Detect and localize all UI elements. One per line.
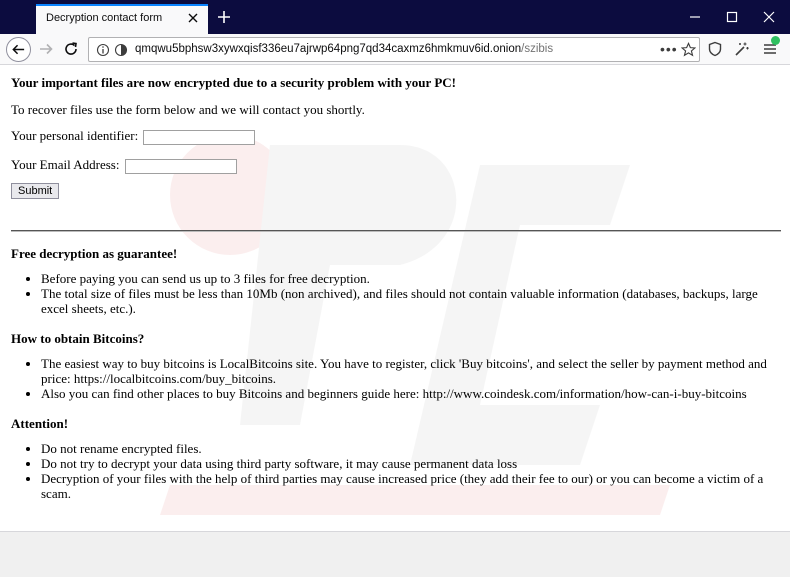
page-headline: Your important files are now encrypted due to a security problem with your PC! [11,75,456,90]
back-button[interactable] [6,37,31,62]
identifier-input[interactable] [143,130,255,145]
section-title: How to obtain Bitcoins? [11,331,145,346]
site-info-icon[interactable] [96,43,110,57]
minimize-icon[interactable] [688,10,702,24]
bottom-bar [0,531,790,577]
navigation-toolbar [0,34,790,65]
list-item: • The easiest way to buy bitcoins is LocalBitcoins site. You have to register, click 'Buy bitcoins', and select the seller by payment method and price: https://localbitcoins.com/buy_bitcoins. [41,356,781,386]
page-actions-icon[interactable]: ••• [660,41,678,57]
magic-wand-icon[interactable] [734,41,750,57]
tab-decryption-contact-form[interactable] [36,4,208,34]
url-path: /szibis [521,43,554,55]
url-text [135,43,553,55]
new-tab-icon[interactable] [216,9,232,25]
tracking-protection-icon[interactable] [114,43,128,57]
forward-arrow-icon[interactable] [38,41,54,57]
ransom-note [11,74,781,501]
email-label: Your Email Address: [11,157,120,172]
close-tab-icon[interactable] [186,11,200,25]
list-item: • Decryption of your files with the help of third parties may cause increased price (they add their fee to our) or you can become a victim of a scam. [41,471,781,501]
tab-title: Decryption contact form [46,12,163,24]
identifier-row [11,127,781,147]
section-list [41,356,781,401]
section-title: Attention! [11,416,69,431]
reload-icon[interactable] [63,41,79,57]
page-content [0,65,790,531]
maximize-icon[interactable] [725,10,739,24]
list-item: • Do not try to decrypt your data using third party software, it may cause permanent data loss [41,456,781,471]
address-bar[interactable] [88,37,700,62]
bookmark-star-icon[interactable] [681,42,696,57]
email-input[interactable] [125,159,237,174]
horizontal-divider [11,230,781,232]
section-attention [11,415,781,501]
section-list [41,271,781,316]
identifier-label: Your personal identifier: [11,128,139,143]
back-arrow-icon [11,42,26,57]
title-bar [0,0,790,34]
close-window-icon[interactable] [762,10,776,24]
list-item: • Do not rename encrypted files. [41,441,781,456]
list-item: • Before paying you can send us up to 3 files for free decryption. [41,271,781,286]
section-list [41,441,781,501]
update-badge-icon [771,36,780,45]
section-free-decryption [11,245,781,316]
shield-icon[interactable] [707,41,723,57]
url-host: qmqwu5bphsw3xywxqisf336eu7ajrwp64png7qd34caxmz6hmkmuv6id.onion [135,43,522,55]
section-obtain-bitcoins [11,330,781,401]
intro-text: To recover files use the form below and we will contact you shortly. [11,102,365,117]
section-title: Free decryption as guarantee! [11,246,178,261]
list-item: • Also you can find other places to buy Bitcoins and beginners guide here: http://www.coindesk.com/information/how-can-i-buy-bitcoins [41,386,781,401]
list-item: • The total size of files must be less than 10Mb (non archived), and files should not contain valuable information (databases, backups, large excel sheets, etc.). [41,286,781,316]
submit-button[interactable]: Submit [11,183,59,199]
email-row [11,156,781,176]
